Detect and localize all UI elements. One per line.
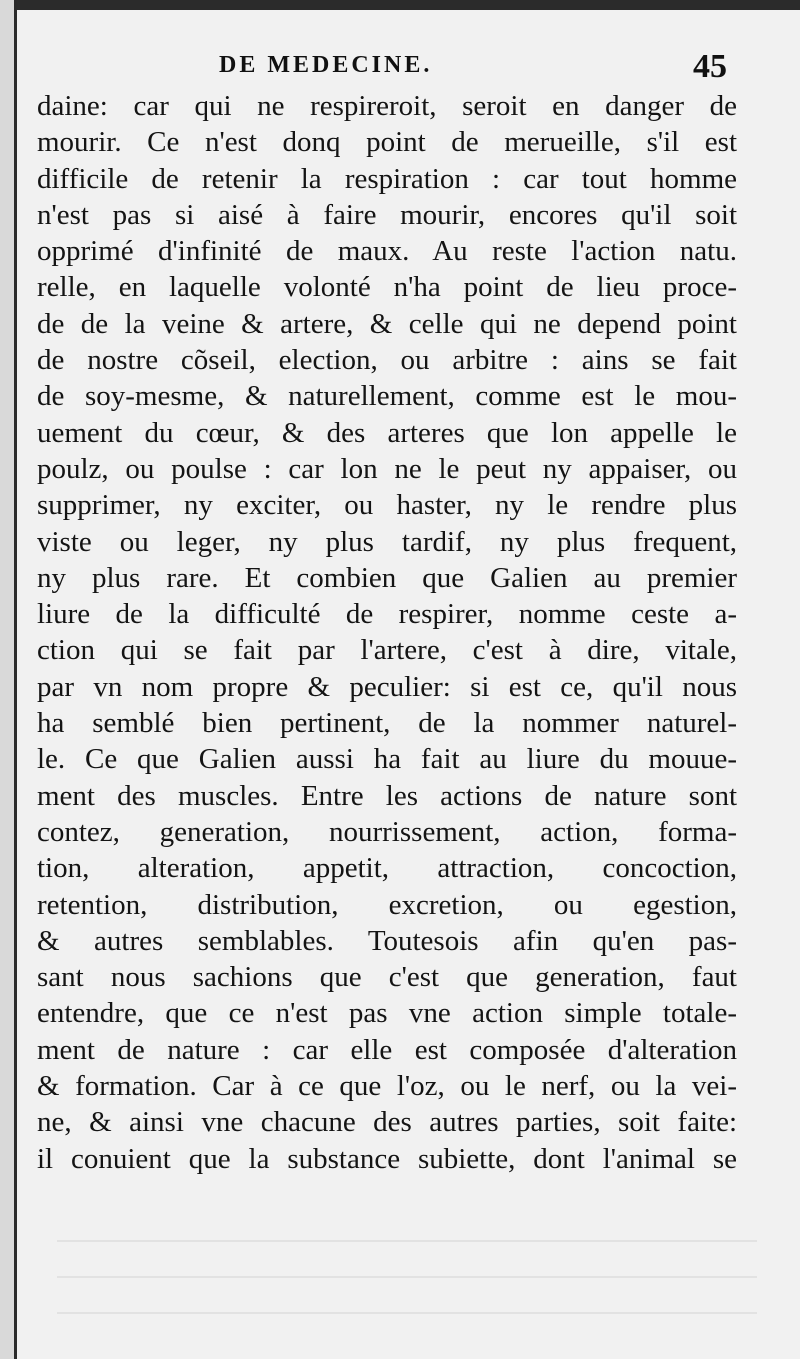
page-number: 45 <box>693 48 727 85</box>
text-line: relle, en laquelle volonté n'ha point de lieu proce- <box>37 271 737 304</box>
text-line: retention, distribution, excretion, ou egestion, <box>37 888 737 921</box>
text-line: difficile de retenir la respiration : car tout homme <box>37 162 737 195</box>
text-line: de soy-mesme, & naturellement, comme est le mou- <box>37 380 737 413</box>
text-line: & formation. Car à ce que l'oz, ou le nerf, ou la vei- <box>37 1070 737 1103</box>
text-line: uement du cœur, & des arteres que lon appelle le <box>37 416 737 449</box>
text-line: liure de la difficulté de respirer, nomme ceste a- <box>37 598 737 631</box>
text-line: ment de nature : car elle est composée d'alteration <box>37 1033 737 1066</box>
text-line: mourir. Ce n'est donq point de merueille, s'il est <box>37 126 737 159</box>
running-title: DE MEDECINE. <box>219 52 433 78</box>
bleed-through <box>57 1240 757 1340</box>
text-line: opprimé d'infinité de maux. Au reste l'action natu. <box>37 235 737 268</box>
text-line: contez, generation, nourrissement, action, forma- <box>37 815 737 848</box>
text-line: par vn nom propre & peculier: si est ce, qu'il nous <box>37 670 737 703</box>
text-line: de nostre cõseil, election, ou arbitre : ains se fait <box>37 344 737 377</box>
text-line: n'est pas si aisé à faire mourir, encores qu'il soit <box>37 198 737 231</box>
text-line: ction qui se fait par l'artere, c'est à dire, vitale, <box>37 634 737 667</box>
text-line: de de la veine & artere, & celle qui ne depend point <box>37 307 737 340</box>
text-line: ne, & ainsi vne chacune des autres parties, soit faite: <box>37 1106 737 1139</box>
text-line: entendre, que ce n'est pas vne action simple totale- <box>37 997 737 1030</box>
text-line: & autres semblables. Toutesois afin qu'en pas- <box>37 924 737 957</box>
text-line: viste ou leger, ny plus tardif, ny plus frequent, <box>37 525 737 558</box>
text-line: le. Ce que Galien aussi ha fait au liure du mouue- <box>37 743 737 776</box>
body-text <box>37 88 737 1177</box>
text-line: ha semblé bien pertinent, de la nommer naturel- <box>37 707 737 740</box>
text-line: sant nous sachions que c'est que generation, faut <box>37 961 737 994</box>
text-line: il conuient que la substance subiette, dont l'animal se <box>37 1142 737 1175</box>
text-line: ny plus rare. Et combien que Galien au premier <box>37 561 737 594</box>
text-line: ment des muscles. Entre les actions de nature sont <box>37 779 737 812</box>
text-line: tion, alteration, appetit, attraction, concoction, <box>37 852 737 885</box>
page-header <box>17 48 800 92</box>
text-line: supprimer, ny exciter, ou haster, ny le rendre plus <box>37 489 737 522</box>
text-line: daine: car qui ne respireroit, seroit en danger de <box>37 90 737 122</box>
book-page <box>14 0 800 1359</box>
page-top-edge <box>17 0 800 10</box>
text-line: poulz, ou poulse : car lon ne le peut ny appaiser, ou <box>37 452 737 485</box>
